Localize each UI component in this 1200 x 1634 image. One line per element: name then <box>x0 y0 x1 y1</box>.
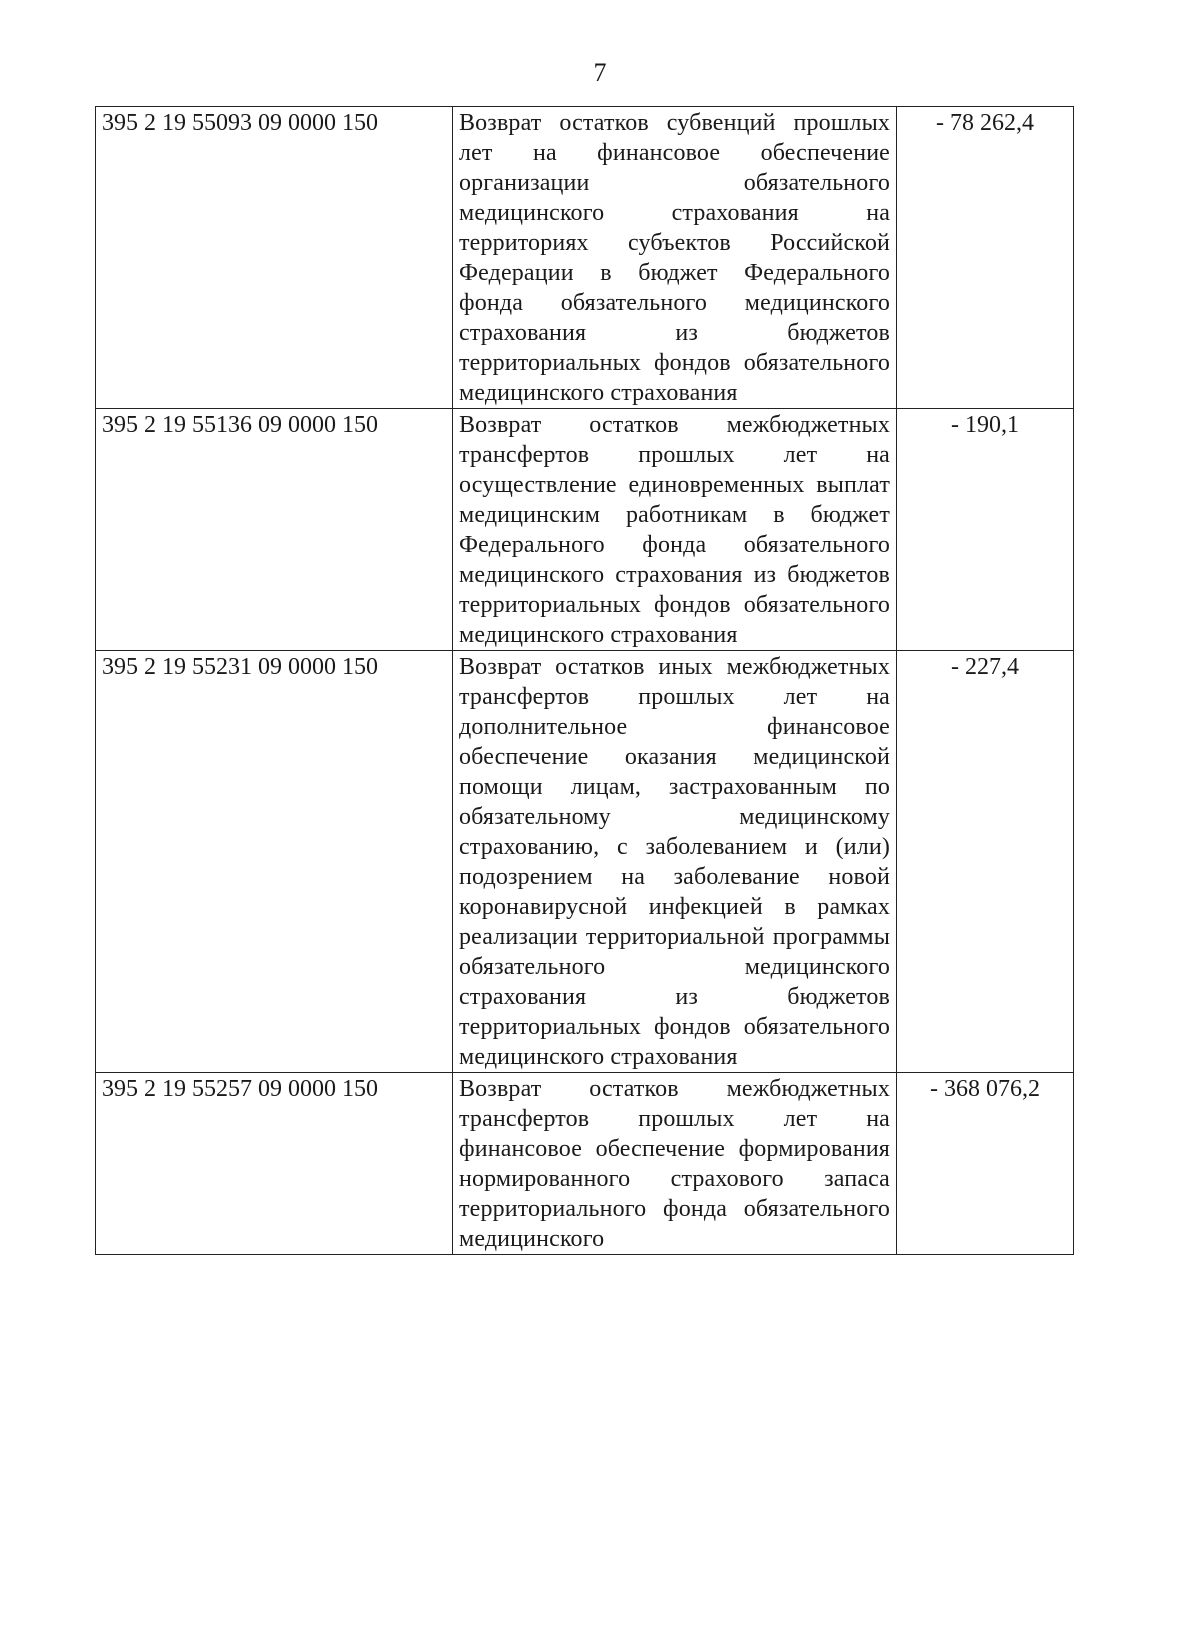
table-row <box>96 409 1074 651</box>
amount-cell: - 190,1 <box>897 409 1074 651</box>
description-cell: Возврат остатков межбюджетных трансфертов прошлых лет на осуществление единовременных выплат медицинским работникам в бюджет Федерального фонда обязательного медицинского страхования из бюджетов территориальных фондов обязательного медицинского страхования <box>453 409 897 651</box>
description-cell: Возврат остатков межбюджетных трансфертов прошлых лет на финансовое обеспечение формирования нормированного страхового запаса территориального фонда обязательного медицинского <box>453 1073 897 1255</box>
budget-code-cell: 395 2 19 55136 09 0000 150 <box>96 409 453 651</box>
table-row <box>96 107 1074 409</box>
description-cell: Возврат остатков субвенций прошлых лет на финансовое обеспечение организации обязательного медицинского страхования на территориях субъектов Российской Федерации в бюджет Федерального фонда обязательного медицинского страхования из бюджетов территориальных фондов обязательного медицинского страхования <box>453 107 897 409</box>
page-number: 7 <box>593 58 607 87</box>
table-row <box>96 1073 1074 1255</box>
amount-cell: - 78 262,4 <box>897 107 1074 409</box>
amount-cell: - 368 076,2 <box>897 1073 1074 1255</box>
budget-table <box>95 106 1074 1255</box>
budget-code-cell: 395 2 19 55093 09 0000 150 <box>96 107 453 409</box>
description-cell: Возврат остатков иных межбюджетных трансфертов прошлых лет на дополнительное финансовое обеспечение оказания медицинской помощи лицам, застрахованным по обязательному медицинскому страхованию, с заболеванием и (или) подозрением на заболевание новой коронавирусной инфекцией в рамках реализации территориальной программы обязательного медицинского страхования из бюджетов территориальных фондов обязательного медицинского страхования <box>453 651 897 1073</box>
table-row <box>96 651 1074 1073</box>
amount-cell: - 227,4 <box>897 651 1074 1073</box>
budget-code-cell: 395 2 19 55231 09 0000 150 <box>96 651 453 1073</box>
budget-code-cell: 395 2 19 55257 09 0000 150 <box>96 1073 453 1255</box>
